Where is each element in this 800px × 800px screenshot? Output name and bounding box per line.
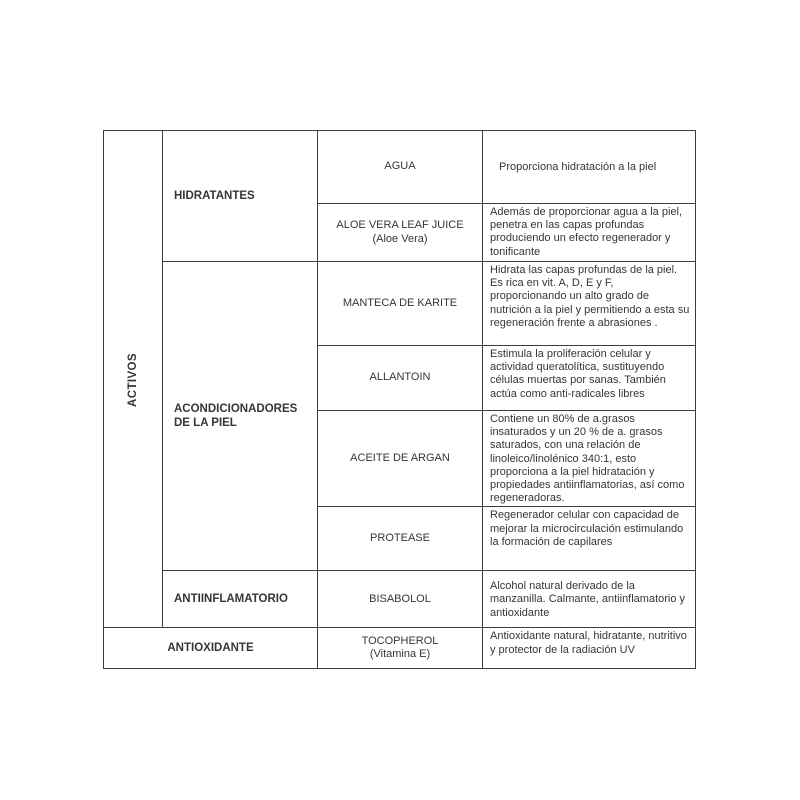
description-cell-allantoin: Estimula la proliferación celular y actividad queratolítica, sustituyendo células muertas por sanas. También actúa como anti-radicales libres [483,346,696,411]
description-cell-bisabolol: Alcohol natural derivado de la manzanilla. Calmante, antiinflamatorio y antioxidante [483,571,696,628]
activos-vertical-label: ACTIVOS [126,353,139,408]
ingredient-cell-aloe-vera [318,204,483,262]
description-cell-tocopherol: Antioxidante natural, hidratante, nutritivo y protector de la radiación UV [483,628,696,669]
category-cell-hidratantes: HIDRATANTES [163,131,318,262]
category-cell-antioxidante: ANTIOXIDANTE [104,628,318,669]
category-cell-antiinflamatorio: ANTIINFLAMATORIO [163,571,318,628]
ingredient-cell-allantoin: ALLANTOIN [318,346,483,411]
description-cell-aceite-argan: Contiene un 80% de a.grasos insaturados y un 20 % de a. grasos saturados, con una relación de linoleico/linolénico 340:1, esto proporciona a la piel hidratación y propiedades antiinflamatorias, así como regeneradoras. [483,411,696,507]
ingredient-cell-agua: AGUA [318,131,483,204]
description-cell-manteca-karite: Hidrata las capas profundas de la piel. Es rica en vit. A, D, E y F, proporcionando un alto grado de nutrición a la piel y permitiendo a esta su regeneración frente a abrasiones . [483,262,696,346]
description-cell-protease: Regenerador celular con capacidad de mejorar la microcirculación estimulando la formación de capilares [483,507,696,571]
ingredient-subname: (Vitamina E) [369,648,431,661]
ingredient-cell-aceite-argan: ACEITE DE ARGAN [318,411,483,507]
ingredient-name: ALOE VERA LEAF JUICE [336,219,464,231]
description-cell-agua: Proporciona hidratación a la piel [483,131,696,204]
description-cell-aloe-vera: Además de proporcionar agua a la piel, penetra en las capas profundas produciendo un efecto regenerador y tonificante [483,204,696,262]
actives-ingredients-table [103,130,696,669]
ingredient-name: TOCOPHEROL [361,634,439,647]
activos-side-cell [104,131,163,628]
table-row [104,262,696,346]
ingredient-cell-manteca-karite: MANTECA DE KARITE [318,262,483,346]
ingredient-cell-tocopherol [318,628,483,669]
ingredient-cell-protease: PROTEASE [318,507,483,571]
category-cell-acondicionadores: ACONDICIONADORES DE LA PIEL [163,262,318,571]
table-row [104,571,696,628]
ingredient-cell-bisabolol: BISABOLOL [318,571,483,628]
table-row [104,131,696,204]
table-row [104,628,696,669]
ingredient-subname: (Aloe Vera) [372,232,428,245]
